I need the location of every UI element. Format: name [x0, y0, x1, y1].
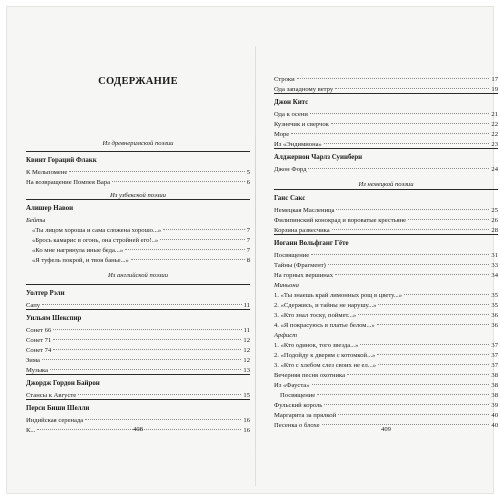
entry-page-number: 22: [491, 131, 498, 138]
entry-title: Море: [274, 131, 290, 138]
entry-title: На возвращение Помпея Вара: [26, 179, 111, 186]
entry-page-number: 38: [491, 372, 498, 379]
toc-entry: [274, 140, 498, 150]
toc-entry: [274, 130, 498, 140]
toc-entry: [26, 326, 250, 336]
entry-title: 2. «Сдержись, и тайны не нарушу...»: [274, 302, 377, 309]
dot-leader: [336, 209, 489, 210]
dot-leader: [360, 344, 489, 345]
toc-entry: [26, 391, 250, 401]
toc-entry: [274, 85, 498, 95]
toc-entry: [274, 216, 498, 226]
entry-title: 1. «Кто одинок, того звезда...»: [274, 342, 359, 349]
entry-title: К Мельпомене: [26, 169, 68, 176]
entry-page-number: 38: [491, 382, 498, 389]
entry-title: 2. «Подойду к дверям с котомкой...»: [274, 352, 376, 359]
entry-page-number: 23: [491, 141, 498, 148]
author-name: Алишер Навои: [26, 205, 74, 212]
left-page: [26, 6, 250, 494]
entry-title: На горных вершинах: [274, 272, 334, 279]
toc-entry: [274, 361, 498, 371]
author-name: Перси Биши Шелли: [26, 405, 90, 412]
toc-entry: [26, 178, 250, 188]
left-page-number: 408: [133, 426, 143, 433]
entry-page-number: 40: [491, 412, 498, 419]
dot-leader: [310, 113, 489, 114]
entry-page-number: 39: [491, 402, 498, 409]
toc-entry: [26, 246, 250, 256]
entry-page-number: 24: [491, 166, 498, 173]
entry-title: Немецкая Масленица: [274, 207, 335, 214]
entry-title: Из «Эндимиона»: [274, 141, 322, 148]
entry-page-number: 7: [246, 237, 250, 244]
toc-entry: [26, 236, 250, 246]
entry-title: Маргарита за прялкой: [274, 412, 337, 419]
entry-title: «Ко мне нагрянула иные беда...»: [32, 247, 124, 254]
entry-page-number: 36: [491, 312, 498, 319]
entry-title: Фульский король: [274, 402, 323, 409]
entry-page-number: 16: [243, 427, 250, 434]
dot-leader: [50, 369, 241, 370]
entry-title: «Ты лицом хороша и сама сложена хорошо...»: [32, 227, 162, 234]
dot-leader: [112, 181, 245, 182]
toc-entry: [26, 256, 250, 266]
dot-leader: [331, 123, 490, 124]
toc-entry: [274, 110, 498, 120]
author-name: Ганс Сакс: [274, 195, 306, 202]
toc-entry: [26, 168, 250, 178]
entry-page-number: 37: [491, 342, 498, 349]
dot-leader: [328, 264, 490, 265]
dot-leader: [160, 239, 244, 240]
dot-leader: [358, 314, 489, 315]
toc-entry: [26, 416, 250, 426]
dot-leader: [312, 384, 490, 385]
dot-leader: [42, 359, 242, 360]
entry-page-number: 12: [243, 357, 250, 364]
entry-page-number: 22: [491, 121, 498, 128]
entry-page-number: 7: [246, 227, 250, 234]
right-page-number: 409: [381, 426, 391, 433]
entry-title: Джон Форд: [274, 166, 307, 173]
entry-title: Зима: [26, 357, 40, 364]
entry-page-number: 19: [491, 86, 498, 93]
dot-leader: [317, 394, 489, 395]
dot-leader: [324, 143, 490, 144]
entry-title: Песенка о блохе: [274, 422, 320, 429]
author-name: Уильям Шекспир: [26, 315, 82, 322]
entry-title: Тайны (Фрагмент): [274, 262, 326, 269]
entry-title: 1. «Ты знаешь край лимонных рощ в цвету...»: [274, 292, 402, 299]
toc-entry: [274, 75, 498, 85]
entry-title: Из «Фауста»: [274, 382, 310, 389]
divider-rule: [26, 151, 250, 152]
author-name: Джордж Гордон Байрон: [26, 380, 100, 387]
entry-page-number: 17: [491, 76, 498, 83]
author-name: Квинт Гораций Флакк: [26, 157, 97, 164]
dot-leader: [335, 88, 489, 89]
toc-entry: [274, 381, 498, 391]
entry-title: 4. «Я покрасуюсь в платье белом...»: [274, 322, 375, 329]
entry-title: Строки: [274, 76, 295, 83]
dot-leader: [404, 294, 489, 295]
dot-leader: [308, 168, 489, 169]
dot-leader: [324, 404, 489, 405]
entry-page-number: 31: [491, 252, 498, 259]
subheading: Арфист: [274, 332, 297, 339]
toc-entry: [274, 261, 498, 271]
entry-page-number: 6: [246, 179, 250, 186]
toc-entry: [274, 341, 498, 351]
section-heading: Из узбекской поэзии: [110, 192, 166, 199]
author-name: Джон Китс: [274, 99, 309, 106]
entry-page-number: 37: [491, 352, 498, 359]
toc-entry: [274, 206, 498, 216]
open-book: [6, 6, 498, 494]
entry-title: Посвящение: [280, 392, 316, 399]
dot-leader: [408, 219, 489, 220]
dot-leader: [347, 374, 489, 375]
entry-page-number: 12: [243, 347, 250, 354]
toc-entry: [274, 120, 498, 130]
dot-leader: [53, 329, 241, 330]
author-name: Алджернон Чарлз Суинберн: [274, 154, 363, 161]
entry-page-number: 35: [491, 302, 498, 309]
entry-title: «Я туфель покрой, и твоя банье...»: [32, 257, 129, 264]
entry-title: Музыка: [26, 367, 49, 374]
entry-page-number: 28: [491, 227, 498, 234]
subheading: Миньона: [274, 282, 299, 289]
entry-page-number: 34: [491, 272, 498, 279]
toc-entry: [26, 366, 250, 376]
entry-page-number: 13: [243, 367, 250, 374]
dot-leader: [332, 229, 490, 230]
toc-entry: [26, 336, 250, 346]
toc-entry: [274, 411, 498, 421]
dot-leader: [125, 249, 245, 250]
dot-leader: [377, 324, 490, 325]
toc-entry: [274, 401, 498, 411]
entry-page-number: 7: [246, 247, 250, 254]
dot-leader: [297, 78, 490, 79]
dot-leader: [338, 414, 489, 415]
dot-leader: [85, 419, 241, 420]
author-name: Иоганн Вольфганг Гёте: [274, 240, 349, 247]
entry-page-number: 21: [491, 111, 498, 118]
entry-page-number: 37: [491, 362, 498, 369]
dot-leader: [335, 274, 489, 275]
toc-entry: [274, 391, 498, 401]
entry-page-number: 11: [243, 302, 250, 309]
entry-page-number: 38: [491, 392, 498, 399]
toc-entry: [26, 346, 250, 356]
entry-page-number: 26: [491, 217, 498, 224]
entry-page-number: 35: [491, 292, 498, 299]
toc-entry: [274, 271, 498, 281]
author-name: Уолтер Рэли: [26, 290, 65, 297]
entry-page-number: 5: [246, 169, 250, 176]
entry-page-number: 16: [243, 417, 250, 424]
dot-leader: [378, 364, 489, 365]
entry-title: Ода западному ветру: [274, 86, 334, 93]
toc-entry: [26, 301, 250, 311]
toc-entry: [274, 291, 498, 301]
toc-entry: [274, 321, 498, 331]
entry-title: Корзина развесчика: [274, 227, 330, 234]
dot-leader: [291, 133, 489, 134]
dot-leader: [377, 354, 489, 355]
entry-page-number: 25: [491, 207, 498, 214]
right-page: [274, 6, 498, 494]
dot-leader: [378, 304, 489, 305]
toc-entry: [274, 301, 498, 311]
section-heading: Из древнеримской поэзии: [102, 140, 174, 147]
entry-title: «Брось камарис в огонь, она стройней его!..»: [32, 237, 159, 244]
subheading: Бейты: [26, 217, 46, 224]
entry-page-number: 36: [491, 322, 498, 329]
entry-page-number: 15: [243, 392, 250, 399]
entry-page-number: 8: [246, 257, 250, 264]
entry-title: Сонет 66: [26, 327, 52, 334]
entry-title: Филипинский конокрад и вороватые крестьяне: [274, 217, 407, 224]
entry-title: Ода к осени: [274, 111, 308, 118]
dot-leader: [163, 229, 244, 230]
entry-title: 3. «Кто с хлебом слез своих не ел...»: [274, 362, 377, 369]
dot-leader: [311, 254, 489, 255]
section-heading: Из английской поэзии: [107, 272, 168, 279]
divider-rule: [26, 284, 250, 285]
toc-entry: [26, 356, 250, 366]
toc-entry: [274, 371, 498, 381]
entry-page-number: 12: [243, 337, 250, 344]
entry-title: К...: [26, 427, 36, 434]
dot-leader: [322, 424, 490, 425]
toc-entry: [274, 311, 498, 321]
entry-title: Вечерняя песня охотника: [274, 372, 346, 379]
dot-leader: [53, 349, 241, 350]
dot-leader: [53, 339, 241, 340]
page-title: СОДЕРЖАНИЕ: [98, 76, 178, 87]
entry-title: Индийская серенада: [26, 417, 84, 424]
entry-title: 3. «Кто знал тоску, поймет...»: [274, 312, 357, 319]
entry-title: Посвящение: [274, 252, 310, 259]
dot-leader: [131, 259, 245, 260]
entry-title: Стансы к Августе: [26, 392, 77, 399]
dot-leader: [69, 171, 244, 172]
toc-entry: [26, 226, 250, 236]
entry-page-number: 33: [491, 262, 498, 269]
entry-page-number: 40: [491, 422, 498, 429]
dot-leader: [42, 304, 242, 305]
entry-title: Сапу: [26, 302, 41, 309]
book-gutter: [255, 46, 256, 486]
entry-title: Сонет 71: [26, 337, 52, 344]
toc-entry: [274, 165, 498, 175]
entry-title: Кузнечик и сверчок: [274, 121, 329, 128]
dot-leader: [78, 394, 241, 395]
entry-title: Сонет 74: [26, 347, 52, 354]
toc-entry: [274, 226, 498, 236]
toc-entry: [274, 351, 498, 361]
toc-entry: [274, 251, 498, 261]
entry-page-number: 11: [243, 327, 250, 334]
section-heading: Из немецкой поэзии: [358, 181, 414, 188]
